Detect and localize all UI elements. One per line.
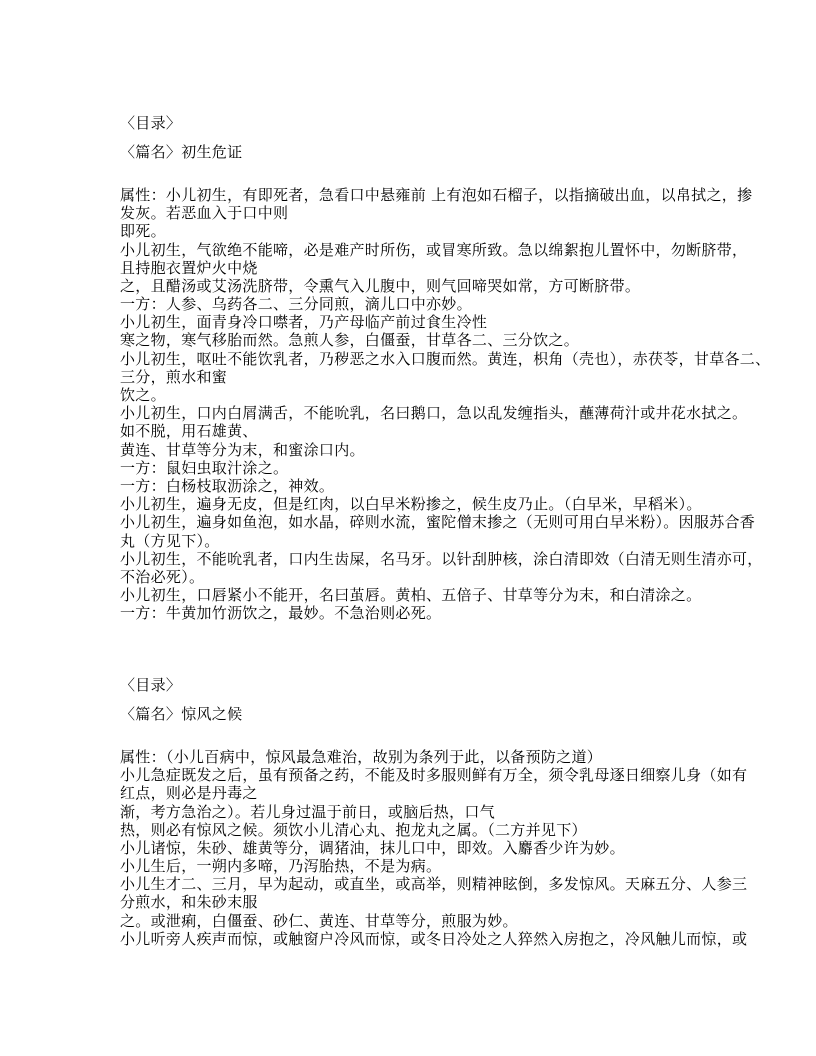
text-line: 如不脱，用石雄黄、 xyxy=(120,422,258,441)
text-line: 寒之物，寒气移胎而然。急煎人参，白僵蚕，甘草各二、三分饮之。 xyxy=(120,331,580,350)
text-line: 小儿生才二、三月，早为起动，或直坐，或高举，则精神眩倒，多发惊风。天麻五分、人参三 xyxy=(120,875,748,894)
document-section-chusheng-weizheng xyxy=(120,114,771,623)
document-section-jingfeng-zhihou xyxy=(120,676,748,948)
text-line: 且持胞衣置炉火中烧 xyxy=(120,258,258,277)
toc-marker: 〈目录〉 xyxy=(120,676,182,694)
text-line: 一方：牛黄加竹沥饮之，最妙。不急治则必死。 xyxy=(120,604,442,623)
text-line: 小儿生后，一朔内多啼，乃泻胎热，不是为病。 xyxy=(120,857,442,876)
text-line: 小儿初生，口内白屑满舌，不能吮乳，名曰鹅口，急以乱发缠指头，蘸薄荷汁或井花水拭之。 xyxy=(120,404,748,423)
text-line: 小儿初生，遍身无皮，但是红肉，以白早米粉掺之，候生皮乃止。（白早米，早稻米）。 xyxy=(120,495,702,514)
chapter-title: 〈篇名〉初生危证 xyxy=(120,142,243,161)
chapter-body xyxy=(120,747,748,948)
text-line: 一方：白杨枝取沥涂之，神效。 xyxy=(120,476,335,495)
text-line: 之。或泄痢，白僵蚕、砂仁、黄连、甘草等分，煎服为妙。 xyxy=(120,911,518,930)
text-line: 小儿初生，口唇紧小不能开，名曰茧唇。黄柏、五倍子、甘草等分为末，和白清涂之。 xyxy=(120,586,702,605)
text-line: 丸（方见下）。 xyxy=(120,531,220,550)
text-line: 小儿初生，不能吮乳者，口内生齿屎，名马牙。以针刮肿核，涂白清即效（白清无则生清亦可， xyxy=(120,549,763,568)
chapter-body xyxy=(120,185,771,623)
text-line: 三分，煎水和蜜 xyxy=(120,367,228,386)
text-line: 属性：小儿初生，有即死者，急看口中悬雍前 上有泡如石榴子，以指摘破出血，以帛拭之，掺 xyxy=(120,185,753,204)
text-line: 小儿诸惊，朱砂、雄黄等分，调猪油，抹儿口中，即效。入麝香少许为妙。 xyxy=(120,838,625,857)
text-line: 即死。 xyxy=(120,222,166,241)
text-line: 属性：（小儿百病中，惊风最急难治，故别为条列于此，以备预防之道） xyxy=(120,747,603,766)
text-line: 分煎水，和朱砂末服 xyxy=(120,893,258,912)
text-line: 一方：人参、乌药各二、三分同煎，滴儿口中亦妙。 xyxy=(120,295,472,314)
text-line: 一方：鼠妇虫取汁涂之。 xyxy=(120,458,289,477)
text-line: 小儿听旁人疾声而惊，或触窗户冷风而惊，或冬日冷处之人猝然入房抱之，冷风触儿而惊，或 xyxy=(120,929,748,948)
text-line: 不治必死）。 xyxy=(120,567,205,586)
text-line: 小儿初生，气欲绝不能啼，必是难产时所伤，或冒寒所致。急以绵絮抱儿置怀中，勿断脐带， xyxy=(120,240,748,259)
text-line: 之，且醋汤或艾汤洗脐带，令熏气入儿腹中，则气回啼哭如常，方可断脐带。 xyxy=(120,276,641,295)
text-line: 黄连、甘草等分为末，和蜜涂口内。 xyxy=(120,440,365,459)
text-line: 小儿初生，遍身如鱼泡，如水晶，碎则水流，蜜陀僧末掺之（无则可用白早米粉）。因服苏合香 xyxy=(120,513,756,532)
text-line: 小儿急症既发之后，虽有预备之药，不能及时多服则鲜有万全，须令乳母逐日细察儿身（如有 xyxy=(120,766,748,785)
text-line: 渐，考方急治之）。若儿身过温于前日，或脑后热，口气 xyxy=(120,802,496,821)
text-line: 红点，则必是丹毒之 xyxy=(120,784,258,803)
chapter-title: 〈篇名〉惊风之候 xyxy=(120,704,243,723)
text-line: 热，则必有惊风之候。须饮小儿清心丸、抱龙丸之属。（二方并见下） xyxy=(120,820,587,839)
text-line: 发灰。若恶血入于口中则 xyxy=(120,204,289,223)
text-line: 小儿初生，呕吐不能饮乳者，乃秽恶之水入口腹而然。黄连，枳角（壳也），赤茯苓，甘草各二、 xyxy=(120,349,771,368)
text-line: 饮之。 xyxy=(120,386,166,405)
toc-marker: 〈目录〉 xyxy=(120,114,182,132)
text-line: 小儿初生，面青身冷口噤者，乃产母临产前过食生冷性 xyxy=(120,313,488,332)
